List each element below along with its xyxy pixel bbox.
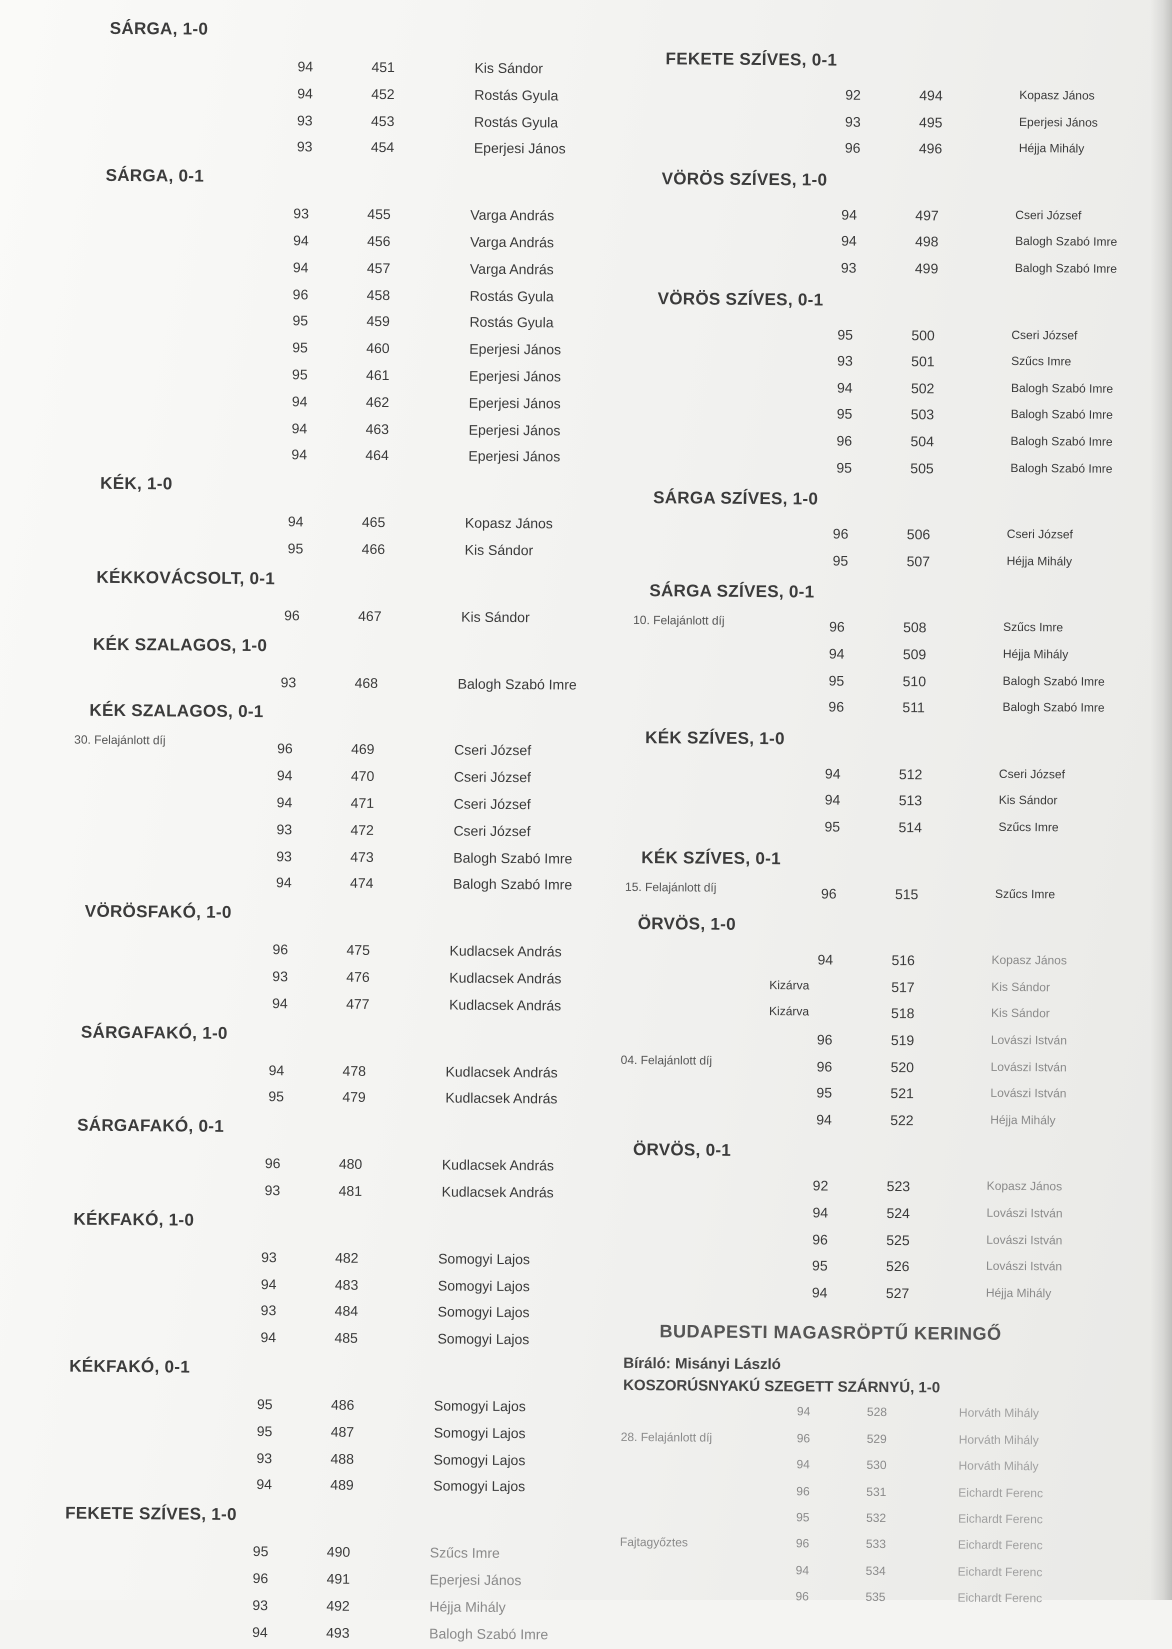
entry-age: 94 xyxy=(841,233,857,250)
section-title: SÁRGA, 0-1 xyxy=(105,166,205,186)
entry-owner: Kudlacsek András xyxy=(445,1089,558,1107)
entry-number: 501 xyxy=(911,353,935,370)
entry-owner: Varga András xyxy=(469,260,554,278)
section-title: VÖRÖSFAKÓ, 1-0 xyxy=(84,901,232,923)
entry-owner: Somogyi Lajos xyxy=(437,1303,530,1321)
entry-number: 454 xyxy=(370,139,395,156)
section-title: KÉKKOVÁCSOLT, 0-1 xyxy=(96,567,276,588)
entry-age: 94 xyxy=(816,1111,832,1128)
entry-owner: Héjja Mihály xyxy=(985,1285,1052,1301)
entry-owner: Eperjesi János xyxy=(469,367,561,385)
section-title: KÉK SZÍVES, 1-0 xyxy=(645,727,785,748)
entry-number: 457 xyxy=(366,259,391,276)
entry-age: 96 xyxy=(844,139,861,156)
entry-owner: Balogh Szabó Imre xyxy=(1002,673,1105,689)
entry-owner: Kis Sándor xyxy=(474,59,544,77)
entry-number: 464 xyxy=(365,447,389,464)
entry-owner: Varga András xyxy=(470,233,554,251)
entry-number: 469 xyxy=(351,741,375,758)
entry-age: 94 xyxy=(796,1457,810,1472)
entry-age: 95 xyxy=(252,1543,269,1560)
entry-age: 96 xyxy=(284,607,300,624)
entry-owner: Kudlacsek András xyxy=(441,1183,554,1201)
entry-age: 94 xyxy=(291,419,308,437)
entry-number: 500 xyxy=(911,326,935,343)
entry-row xyxy=(0,56,640,83)
entry-number: 511 xyxy=(902,699,925,716)
entry-number: 505 xyxy=(910,459,934,476)
entry-age: 95 xyxy=(256,1422,273,1439)
entry-age: 94 xyxy=(824,791,841,809)
entry-owner: Kudlacsek András xyxy=(445,1063,558,1081)
entry-owner: Cseri József xyxy=(454,741,532,759)
entry-number: 455 xyxy=(367,206,391,223)
entry-note: Fajtagyőztes xyxy=(619,1535,689,1550)
entry-row xyxy=(0,1504,1138,1535)
entry-number: 483 xyxy=(334,1276,359,1293)
entry-number: 477 xyxy=(346,995,370,1012)
entry-age: 94 xyxy=(260,1275,277,1292)
entry-owner: Cseri József xyxy=(998,766,1066,782)
entry-number: 481 xyxy=(338,1182,363,1199)
entry-number: 451 xyxy=(371,58,395,76)
entry-owner: Kopasz János xyxy=(991,953,1067,968)
entry-age: 95 xyxy=(292,339,308,356)
entry-owner: Horváth Mihály xyxy=(958,1405,1040,1421)
entry-age: 94 xyxy=(276,794,293,811)
entry-number: 504 xyxy=(910,433,934,450)
entry-note: 30. Felajánlott díj xyxy=(74,732,166,748)
entry-number: 462 xyxy=(365,393,390,410)
entry-age: 94 xyxy=(256,1476,272,1493)
entry-owner: Kudlacsek András xyxy=(441,1156,555,1174)
entry-note: 15. Felajánlott díj xyxy=(625,879,717,895)
entry-age: 96 xyxy=(832,525,849,542)
section-title: SÁRGAFAKÓ, 1-0 xyxy=(80,1022,228,1043)
entry-age: 95 xyxy=(824,818,841,835)
section-title: KÉKFAKÓ, 0-1 xyxy=(69,1356,191,1377)
entry-owner: Kis Sándor xyxy=(461,608,530,625)
entry-number: 514 xyxy=(898,819,922,836)
entry-number: 531 xyxy=(866,1484,887,1499)
entry-number: 490 xyxy=(326,1543,351,1560)
section-title: KÉK SZALAGOS, 1-0 xyxy=(92,634,268,655)
entry-owner: Lovászi István xyxy=(986,1258,1063,1274)
entry-number: 473 xyxy=(350,848,374,865)
entry-age: 93 xyxy=(272,968,288,985)
entry-number: 456 xyxy=(367,232,391,250)
entry-number: 479 xyxy=(342,1089,366,1106)
entry-owner: Lovászi István xyxy=(986,1205,1063,1221)
entry-age: 93 xyxy=(256,1449,273,1466)
entry-owner: Cseri József xyxy=(453,795,531,813)
entry-number: 467 xyxy=(358,607,382,624)
entry-age: 93 xyxy=(260,1302,277,1319)
entry-number: 527 xyxy=(885,1284,910,1301)
entry-owner: Héjja Mihály xyxy=(1002,646,1069,662)
entry-owner: Somogyi Lajos xyxy=(437,1330,530,1348)
entry-number: 460 xyxy=(366,340,390,357)
entry-number: 513 xyxy=(898,792,923,809)
entry-row xyxy=(0,1622,627,1649)
entry-age: 93 xyxy=(845,113,861,130)
entry-number: 522 xyxy=(890,1111,914,1129)
entry-owner: Cseri József xyxy=(1015,207,1082,223)
entry-owner: Szűcs Imre xyxy=(429,1544,500,1562)
entry-age: 92 xyxy=(812,1177,829,1194)
entry-age: 96 xyxy=(796,1431,811,1446)
entry-age: 96 xyxy=(277,740,293,757)
entry-owner: Héjja Mihály xyxy=(429,1598,506,1615)
entry-age: 95 xyxy=(796,1510,810,1525)
entry-age: 96 xyxy=(836,432,853,449)
entry-owner: Szűcs Imre xyxy=(994,886,1056,901)
entry-number: 484 xyxy=(334,1303,359,1320)
entry-age: 94 xyxy=(824,765,841,782)
entry-age: 93 xyxy=(276,847,292,864)
entry-number: 476 xyxy=(346,968,370,985)
entry-age: 94 xyxy=(291,393,308,410)
entry-owner: Eperjesi János xyxy=(468,421,561,439)
entry-age: 95 xyxy=(836,459,852,476)
entry-owner: Cseri József xyxy=(453,822,531,839)
entry-number: 491 xyxy=(326,1570,351,1587)
entry-age: 96 xyxy=(828,698,845,715)
entry-age: 94 xyxy=(276,767,293,784)
entry-owner: Eichardt Ferenc xyxy=(958,1511,1043,1527)
entry-owner: Balogh Szabó Imre xyxy=(1010,407,1113,423)
entry-age: 93 xyxy=(280,673,297,690)
entry-age: 92 xyxy=(845,86,861,103)
entry-number: 465 xyxy=(361,514,386,531)
entry-number: 493 xyxy=(326,1624,350,1641)
entry-owner: Balogh Szabó Imre xyxy=(1010,380,1114,396)
entry-age: 94 xyxy=(292,259,309,276)
entry-owner: Somogyi Lajos xyxy=(437,1277,530,1294)
entry-age: 93 xyxy=(296,138,313,155)
entry-owner: Kopasz János xyxy=(464,514,553,532)
entry-number: 516 xyxy=(891,952,915,969)
entry-age: 94 xyxy=(836,379,853,396)
entry-number: 503 xyxy=(910,406,935,423)
entry-number: 495 xyxy=(919,113,943,130)
entry-owner: Balogh Szabó Imre xyxy=(429,1625,549,1642)
entry-number: 471 xyxy=(350,794,375,811)
entry-number: 487 xyxy=(330,1423,355,1440)
entry-number: 509 xyxy=(902,646,927,663)
entry-owner: Lovászi István xyxy=(990,1059,1067,1075)
entry-row xyxy=(0,1300,630,1327)
entry-age: 94 xyxy=(268,1061,285,1078)
entry-age: 96 xyxy=(816,1031,833,1048)
entry-owner: Lovászi István xyxy=(986,1232,1063,1247)
entry-age: 94 xyxy=(297,58,314,75)
entry-age: 96 xyxy=(272,941,289,958)
entry-number: 525 xyxy=(886,1231,910,1248)
entry-age: 95 xyxy=(256,1396,273,1413)
entry-age: 96 xyxy=(292,285,309,303)
entry-age: 94 xyxy=(252,1623,268,1640)
entry-number: 532 xyxy=(866,1510,887,1526)
entry-owner: Balogh Szabó Imre xyxy=(453,849,573,867)
judge-name: Bíráló: Misányi László xyxy=(623,1355,781,1374)
entry-owner: Cseri József xyxy=(1011,327,1078,343)
entry-owner: Eperjesi János xyxy=(468,394,561,412)
entry-number: 530 xyxy=(866,1458,887,1473)
entry-number: 519 xyxy=(890,1032,915,1049)
entry-owner: Lovászi István xyxy=(990,1086,1067,1101)
entry-owner: Horváth Mihály xyxy=(958,1458,1039,1474)
breed-title: BUDAPESTI MAGASRÖPTŰ KERINGŐ xyxy=(659,1321,1002,1345)
entry-number: 533 xyxy=(865,1537,886,1552)
entry-age: 94 xyxy=(272,994,288,1012)
entry-number: 528 xyxy=(866,1405,888,1420)
entry-number: 518 xyxy=(891,1005,915,1022)
entry-age: 95 xyxy=(837,326,854,343)
section-title: KÉK SZALAGOS, 0-1 xyxy=(89,701,264,722)
entry-number: 461 xyxy=(366,366,390,384)
entry-owner: Somogyi Lajos xyxy=(433,1451,526,1468)
entry-age: 96 xyxy=(796,1483,810,1498)
entry-owner: Balogh Szabó Imre xyxy=(453,875,573,893)
entry-number: 507 xyxy=(906,552,931,570)
entry-number: 529 xyxy=(866,1431,887,1446)
entry-age: 94 xyxy=(796,1404,811,1419)
entry-age: 95 xyxy=(832,552,849,569)
entry-row xyxy=(0,846,633,873)
entry-number: 508 xyxy=(903,619,927,636)
section-title: KÉK SZÍVES, 0-1 xyxy=(641,847,781,868)
entry-age: Kizárva xyxy=(769,977,810,993)
entry-number: 535 xyxy=(865,1590,886,1605)
entry-number: 521 xyxy=(890,1085,914,1102)
section-title: ÖRVÖS, 1-0 xyxy=(637,914,736,934)
section-title: SÁRGA SZÍVES, 0-1 xyxy=(649,581,815,602)
entry-owner: Eichardt Ferenc xyxy=(957,1564,1043,1580)
entry-owner: Kudlacsek András xyxy=(449,996,562,1014)
entry-row xyxy=(0,1327,630,1354)
entry-age: 94 xyxy=(276,874,292,891)
entry-row xyxy=(0,284,638,311)
entry-row xyxy=(0,1025,1142,1056)
entry-age: 96 xyxy=(829,618,845,636)
entry-owner: Héjja Mihály xyxy=(1006,553,1073,569)
entry-age: 94 xyxy=(817,951,834,968)
entry-number: 499 xyxy=(914,260,939,277)
entry-owner: Kis Sándor xyxy=(998,793,1058,808)
entry-age: 95 xyxy=(292,366,308,383)
entry-note: 28. Felajánlott díj xyxy=(620,1429,713,1445)
section-title: KÉKFAKÓ, 1-0 xyxy=(73,1209,195,1230)
entry-owner: Kis Sándor xyxy=(464,541,534,559)
entry-owner: Lovászi István xyxy=(990,1032,1067,1048)
entry-number: 526 xyxy=(886,1258,910,1275)
entry-number: 474 xyxy=(350,875,374,892)
entry-owner: Eichardt Ferenc xyxy=(958,1485,1044,1500)
entry-age: 93 xyxy=(297,111,313,129)
entry-owner: Rostás Gyula xyxy=(469,287,554,304)
entry-age: 95 xyxy=(287,540,304,557)
entry-number: 515 xyxy=(894,885,919,902)
entry-owner: Héjja Mihály xyxy=(990,1112,1056,1128)
entry-number: 486 xyxy=(330,1396,355,1413)
entry-age: 96 xyxy=(816,1058,833,1075)
entry-number: 480 xyxy=(338,1155,363,1173)
entry-number: 512 xyxy=(898,765,923,783)
entry-owner: Balogh Szabó Imre xyxy=(1010,460,1113,476)
entry-age: 93 xyxy=(840,259,857,276)
entry-age: Kizárva xyxy=(769,1004,810,1019)
entry-number: 506 xyxy=(906,526,931,543)
entry-number: 463 xyxy=(365,420,390,437)
section-title: SÁRGA SZÍVES, 1-0 xyxy=(653,488,819,509)
entry-age: 96 xyxy=(264,1155,281,1172)
entry-age: 95 xyxy=(816,1084,833,1101)
entry-age: 93 xyxy=(252,1596,269,1613)
entry-number: 468 xyxy=(354,674,379,691)
entry-number: 478 xyxy=(342,1062,367,1079)
entry-number: 459 xyxy=(366,313,390,330)
entry-age: 93 xyxy=(276,820,293,838)
entry-owner: Kopasz János xyxy=(1019,88,1095,103)
entry-number: 523 xyxy=(886,1178,911,1195)
section-title: FEKETE SZÍVES, 0-1 xyxy=(665,49,838,70)
entry-owner: Cseri József xyxy=(453,768,532,786)
entry-note: 04. Felajánlott díj xyxy=(620,1052,713,1068)
entry-owner: Kopasz János xyxy=(986,1179,1063,1194)
entry-owner: Kudlacsek András xyxy=(449,969,562,987)
entry-age: 93 xyxy=(837,352,853,369)
entry-owner: Balogh Szabó Imre xyxy=(1015,234,1118,250)
entry-age: 94 xyxy=(291,446,308,463)
entry-owner: Szűcs Imre xyxy=(1011,354,1072,369)
page-edge-shadow xyxy=(1150,0,1172,1600)
entry-owner: Somogyi Lajos xyxy=(433,1397,526,1415)
entry-owner: Balogh Szabó Imre xyxy=(1010,433,1113,449)
section-title: FEKETE SZÍVES, 1-0 xyxy=(65,1503,237,1525)
entry-age: 94 xyxy=(287,513,304,530)
entry-owner: Somogyi Lajos xyxy=(438,1250,531,1267)
entry-owner: Szűcs Imre xyxy=(998,819,1059,835)
entry-number: 534 xyxy=(865,1563,886,1578)
entry-owner: Cseri József xyxy=(1006,527,1073,542)
entry-age: 94 xyxy=(828,645,845,662)
entry-number: 472 xyxy=(350,821,374,838)
entry-number: 452 xyxy=(371,85,395,102)
entry-number: 466 xyxy=(361,540,386,558)
entry-owner: Eperjesi János xyxy=(469,340,562,358)
entry-age: 93 xyxy=(264,1182,281,1199)
entry-owner: Eichardt Ferenc xyxy=(957,1590,1043,1606)
entry-number: 488 xyxy=(330,1450,354,1467)
entry-age: 94 xyxy=(260,1329,277,1346)
entry-age: 96 xyxy=(252,1570,269,1587)
entry-owner: Eperjesi János xyxy=(473,140,566,157)
entry-owner: Eichardt Ferenc xyxy=(957,1537,1043,1553)
entry-number: 524 xyxy=(886,1205,910,1222)
entry-owner: Szűcs Imre xyxy=(1003,620,1064,635)
entry-number: 470 xyxy=(350,767,375,785)
entry-owner: Héjja Mihály xyxy=(1018,141,1085,156)
section-title: SÁRGA, 1-0 xyxy=(109,18,209,39)
entry-number: 453 xyxy=(371,112,395,129)
entry-age: 94 xyxy=(293,232,309,249)
entry-number: 496 xyxy=(918,140,943,157)
entry-age: 96 xyxy=(795,1589,809,1604)
entry-age: 95 xyxy=(812,1257,828,1274)
entry-owner: Kis Sándor xyxy=(991,979,1051,995)
entry-number: 494 xyxy=(919,87,943,104)
entry-owner: Horváth Mihály xyxy=(958,1432,1039,1447)
entry-owner: Rostás Gyula xyxy=(474,86,559,104)
entry-owner: Eperjesi János xyxy=(468,448,561,465)
entry-number: 497 xyxy=(915,206,939,224)
section-title: KÉK, 1-0 xyxy=(100,473,173,494)
entry-owner: Somogyi Lajos xyxy=(433,1477,526,1495)
entry-owner: Balogh Szabó Imre xyxy=(457,675,577,693)
entry-age: 95 xyxy=(268,1088,285,1105)
entry-owner: Rostás Gyula xyxy=(469,314,554,331)
entry-number: 482 xyxy=(335,1249,359,1266)
entry-number: 458 xyxy=(366,286,391,303)
entry-number: 489 xyxy=(330,1477,354,1494)
entry-age: 96 xyxy=(795,1536,810,1551)
entry-note: 10. Felajánlott díj xyxy=(633,613,725,629)
entry-number: 517 xyxy=(891,978,915,996)
entry-owner: Kudlacsek András xyxy=(449,942,562,960)
section-title: VÖRÖS SZÍVES, 0-1 xyxy=(657,288,824,310)
entry-owner: Somogyi Lajos xyxy=(433,1424,526,1441)
section-title: VÖRÖS SZÍVES, 1-0 xyxy=(661,168,828,190)
entry-owner: Kis Sándor xyxy=(991,1006,1050,1021)
section-title: SÁRGAFAKÓ, 0-1 xyxy=(77,1115,225,1136)
entry-age: 94 xyxy=(297,85,313,102)
entry-row xyxy=(0,639,1145,670)
entry-age: 93 xyxy=(261,1248,277,1266)
entry-age: 94 xyxy=(795,1563,810,1578)
entry-owner: Eperjesi János xyxy=(1019,114,1098,130)
entry-number: 485 xyxy=(334,1329,358,1347)
entry-owner: Eperjesi János xyxy=(429,1571,522,1589)
entry-age: 94 xyxy=(841,206,857,223)
entry-age: 96 xyxy=(820,885,837,902)
entry-row xyxy=(0,80,1149,111)
entry-age: 96 xyxy=(812,1231,828,1248)
entry-age: 95 xyxy=(836,405,853,423)
entry-number: 492 xyxy=(326,1597,350,1614)
entry-number: 502 xyxy=(910,379,935,397)
entry-owner: Balogh Szabó Imre xyxy=(1014,260,1118,276)
entry-age: 95 xyxy=(292,312,309,329)
entry-number: 475 xyxy=(346,941,370,959)
entry-owner: Varga András xyxy=(470,206,555,224)
entry-age: 94 xyxy=(811,1284,828,1301)
entry-owner: Balogh Szabó Imre xyxy=(1002,700,1105,715)
section-title: ÖRVÖS, 0-1 xyxy=(632,1140,732,1161)
entry-age: 94 xyxy=(812,1204,829,1221)
entry-owner: Rostás Gyula xyxy=(473,113,559,130)
entry-number: 510 xyxy=(902,672,927,689)
entry-number: 498 xyxy=(915,233,939,250)
section-title: KOSZORÚSNYAKÚ SZEGETT SZÁRNYÚ, 1-0 xyxy=(623,1377,941,1397)
entry-age: 93 xyxy=(293,205,309,222)
entry-number: 520 xyxy=(890,1058,915,1075)
entry-age: 95 xyxy=(828,672,845,689)
